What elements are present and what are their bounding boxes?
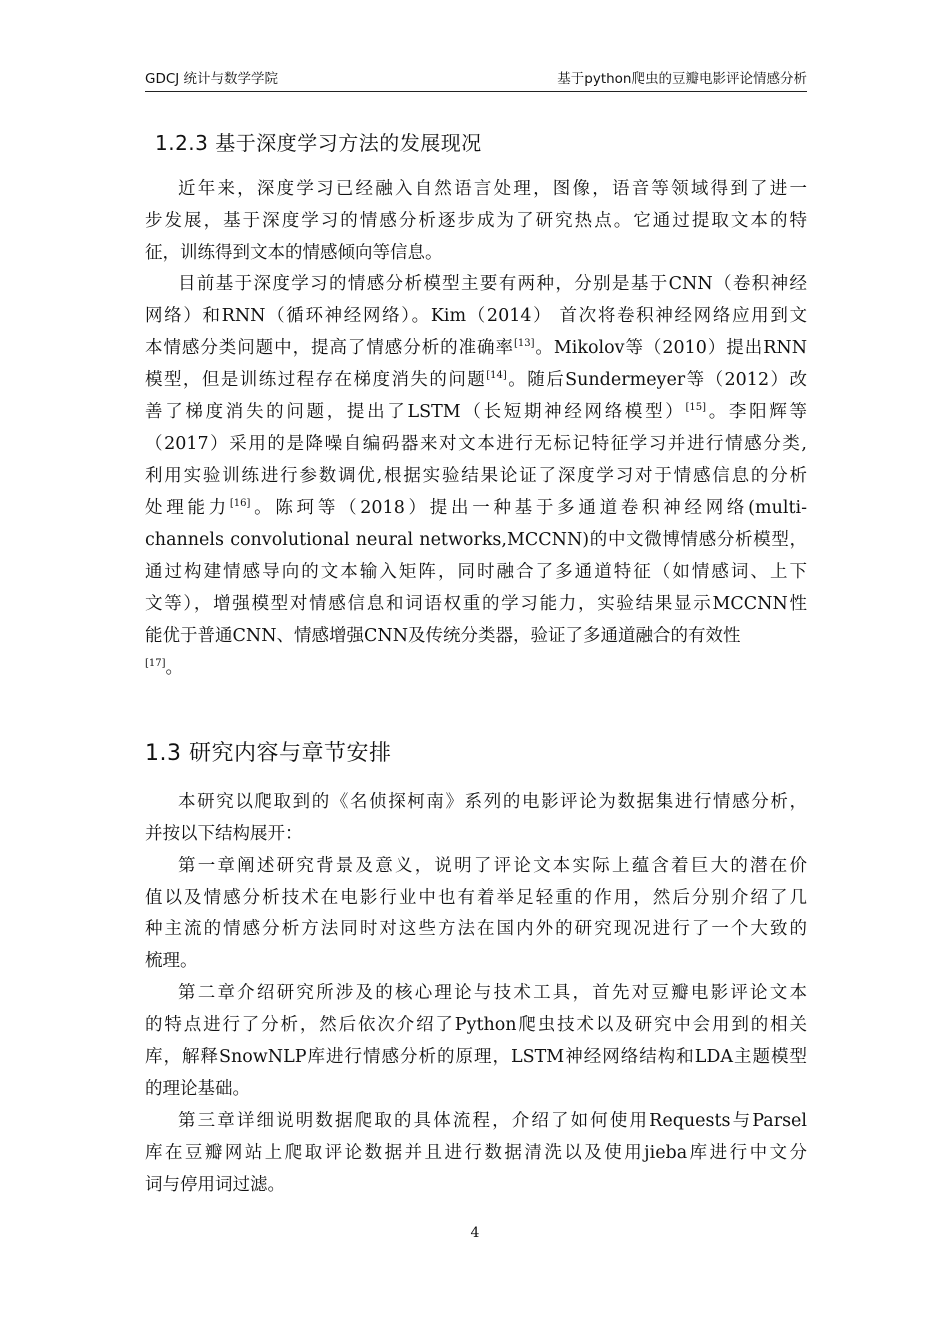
- page-header: [145, 60, 807, 86]
- paragraph-line: 种主流的情感分析方法同时对这些方法在国内外的研究现况进行了一个大致的: [145, 919, 807, 939]
- paragraph-line: channels convolutional neural networks,MCCNN)的中文微博情感分析模型，: [145, 530, 807, 550]
- paragraph-line: 的理论基础。: [145, 1079, 250, 1099]
- paragraph-line: 梳理。: [145, 951, 198, 971]
- paragraph-line: 征，训练得到文本的情感倾向等信息。: [145, 243, 443, 263]
- section-heading-1-3: 1.3 研究内容与章节安排: [145, 741, 392, 766]
- paragraph-line: 词与停用词过滤。: [145, 1175, 285, 1195]
- paragraph-line: 本情感分类问题中，提高了情感分析的准确率[13]。Mikolov等（2010）提出RNN: [145, 338, 808, 358]
- paragraph-line: 近年来，深度学习已经融入自然语言处理，图像，语音等领域得到了进一: [178, 179, 807, 199]
- paragraph-line: 模型，但是训练过程存在梯度消失的问题[14]。随后Sundermeyer等（2012）改: [145, 370, 807, 390]
- paragraph-line: 第一章阐述研究背景及意义，说明了评论文本实际上蕴含着巨大的潜在价: [178, 856, 807, 876]
- citation-ref: [15]: [685, 402, 707, 414]
- paragraph-line: 并按以下结构展开：: [145, 824, 303, 844]
- paragraph-line: 本研究以爬取到的《名侦探柯南》系列的电影评论为数据集进行情感分析，: [178, 792, 807, 812]
- header-divider: [145, 91, 807, 92]
- citation-ref: [17]: [145, 658, 166, 670]
- paragraph-line: 处理能力[16]。陈珂等（2018）提出一种基于多通道卷积神经网络(multi-: [145, 498, 807, 518]
- header-institution: GDCJ 统计与数学学院: [145, 71, 279, 87]
- citation-ref: [14]: [486, 370, 507, 382]
- paragraph-line: 的特点进行了分析，然后依次介绍了Python爬虫技术以及研究中会用到的相关: [145, 1015, 807, 1035]
- paragraph-line: 文等），增强模型对情感信息和词语权重的学习能力，实验结果显示MCCNN性: [145, 594, 807, 614]
- paragraph-line: 能优于普通CNN、情感增强CNN及传统分类器，验证了多通道融合的有效性: [145, 626, 741, 646]
- paragraph-line: 善了梯度消失的问题，提出了LSTM（长短期神经网络模型）[15]。李阳辉等: [145, 402, 808, 422]
- paragraph-line: 利用实验训练进行参数调优,根据实验结果论证了深度学习对于情感信息的分析: [145, 466, 807, 486]
- paragraph-line: 值以及情感分析技术在电影行业中也有着举足轻重的作用，然后分别介绍了几: [145, 888, 807, 908]
- citation-ref: [13]: [513, 338, 535, 350]
- paragraph-line: 目前基于深度学习的情感分析模型主要有两种，分别是基于CNN（卷积神经: [178, 274, 807, 294]
- paragraph-line: 库在豆瓣网站上爬取评论数据并且进行数据清洗以及使用jieba库进行中文分: [145, 1143, 807, 1163]
- paragraph-line: 通过构建情感导向的文本输入矩阵，同时融合了多通道特征（如情感词、上下: [145, 562, 807, 582]
- paragraph-line: 步发展，基于深度学习的情感分析逐步成为了研究热点。它通过提取文本的特: [145, 211, 807, 231]
- paragraph-line: 网络）和RNN（循环神经网络）。Kim（2014） 首次将卷积神经网络应用到文: [145, 306, 807, 326]
- header-thesis-title: 基于python爬虫的豆瓣电影评论情感分析: [557, 71, 807, 87]
- page-number: 4: [470, 1225, 480, 1241]
- paragraph-line: 库，解释SnowNLP库进行情感分析的原理，LSTM神经网络结构和LDA主题模型: [145, 1047, 807, 1067]
- citation-ref: [16]: [229, 498, 251, 510]
- paragraph-line: （2017）采用的是降噪自编码器来对文本进行无标记特征学习并进行情感分类,: [145, 434, 807, 454]
- paragraph-line: 第三章详细说明数据爬取的具体流程，介绍了如何使用Requests与Parsel: [178, 1111, 807, 1131]
- paragraph-line: [17]。: [145, 658, 184, 678]
- paragraph-line: 第二章介绍研究所涉及的核心理论与技术工具，首先对豆瓣电影评论文本: [178, 983, 807, 1003]
- section-heading-1-2-3: 1.2.3 基于深度学习方法的发展现况: [155, 131, 482, 155]
